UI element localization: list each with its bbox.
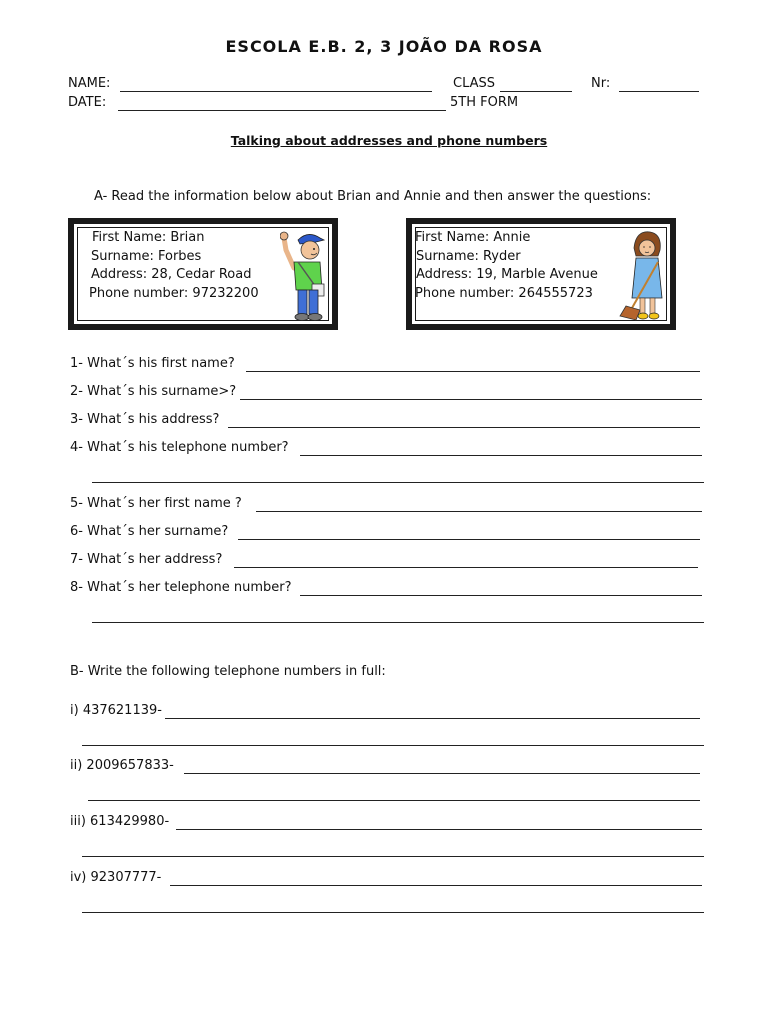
answer-line-6[interactable]	[238, 539, 700, 540]
phone-answer-line-3[interactable]	[176, 829, 702, 830]
boy-waving-illustration	[280, 228, 330, 324]
phone-item-2: ii) 2009657833-	[70, 758, 174, 773]
annie-first-name: First Name: Annie	[415, 230, 531, 245]
phone-answer-line-1[interactable]	[165, 718, 700, 719]
question-8: 8- What´s her telephone number?	[70, 580, 292, 595]
phone-item-1: i) 437621139-	[70, 703, 162, 718]
question-1: 1- What´s his first name?	[70, 356, 235, 371]
section-a-instruction: A- Read the information below about Brian and Annie and then answer the questions:	[94, 189, 652, 204]
worksheet-subtitle: Talking about addresses and phone numbers	[230, 133, 548, 148]
date-field[interactable]	[118, 110, 446, 111]
phone-answer-line-2[interactable]	[184, 773, 700, 774]
nr-field[interactable]	[619, 91, 699, 92]
section-b-instruction: B- Write the following telephone numbers in full:	[70, 664, 386, 679]
form-label: 5TH FORM	[450, 95, 519, 110]
question-2: 2- What´s his surname>?	[70, 384, 237, 399]
question-3: 3- What´s his address?	[70, 412, 220, 427]
phone-answer-line-3b[interactable]	[82, 856, 704, 857]
class-label: CLASS	[453, 76, 496, 91]
answer-line-1[interactable]	[246, 371, 700, 372]
answer-line-3[interactable]	[228, 427, 700, 428]
answer-line-8b[interactable]	[92, 622, 704, 623]
answer-line-5[interactable]	[256, 511, 702, 512]
question-6: 6- What´s her surname?	[70, 524, 229, 539]
question-5: 5- What´s her first name ?	[70, 496, 242, 511]
answer-line-4b[interactable]	[92, 482, 704, 483]
name-field[interactable]	[120, 91, 432, 92]
phone-item-4: iv) 92307777-	[70, 870, 162, 885]
brian-first-name: First Name: Brian	[92, 230, 205, 245]
school-title: ESCOLA E.B. 2, 3 JOÃO DA ROSA	[225, 37, 543, 56]
brian-address: Address: 28, Cedar Road	[91, 267, 252, 282]
class-field[interactable]	[500, 91, 572, 92]
phone-item-3: iii) 613429980-	[70, 814, 170, 829]
question-7: 7- What´s her address?	[70, 552, 223, 567]
phone-answer-line-4[interactable]	[170, 885, 702, 886]
answer-line-7[interactable]	[234, 567, 698, 568]
answer-line-2[interactable]	[240, 399, 702, 400]
annie-info-card	[406, 218, 676, 330]
brian-surname: Surname: Forbes	[91, 249, 202, 264]
question-4: 4- What´s his telephone number?	[70, 440, 289, 455]
annie-surname: Surname: Ryder	[416, 249, 521, 264]
nr-label: Nr:	[591, 76, 611, 91]
answer-line-4[interactable]	[300, 455, 702, 456]
phone-answer-line-1b[interactable]	[82, 745, 704, 746]
girl-sweeping-illustration	[618, 228, 672, 324]
name-label: NAME:	[68, 76, 111, 91]
phone-answer-line-4b[interactable]	[82, 912, 704, 913]
annie-address: Address: 19, Marble Avenue	[416, 267, 598, 282]
annie-phone: Phone number: 264555723	[415, 286, 593, 301]
brian-phone: Phone number: 97232200	[89, 286, 259, 301]
brian-info-card	[68, 218, 338, 330]
phone-answer-line-2b[interactable]	[88, 800, 700, 801]
answer-line-8[interactable]	[300, 595, 702, 596]
date-label: DATE:	[68, 95, 107, 110]
